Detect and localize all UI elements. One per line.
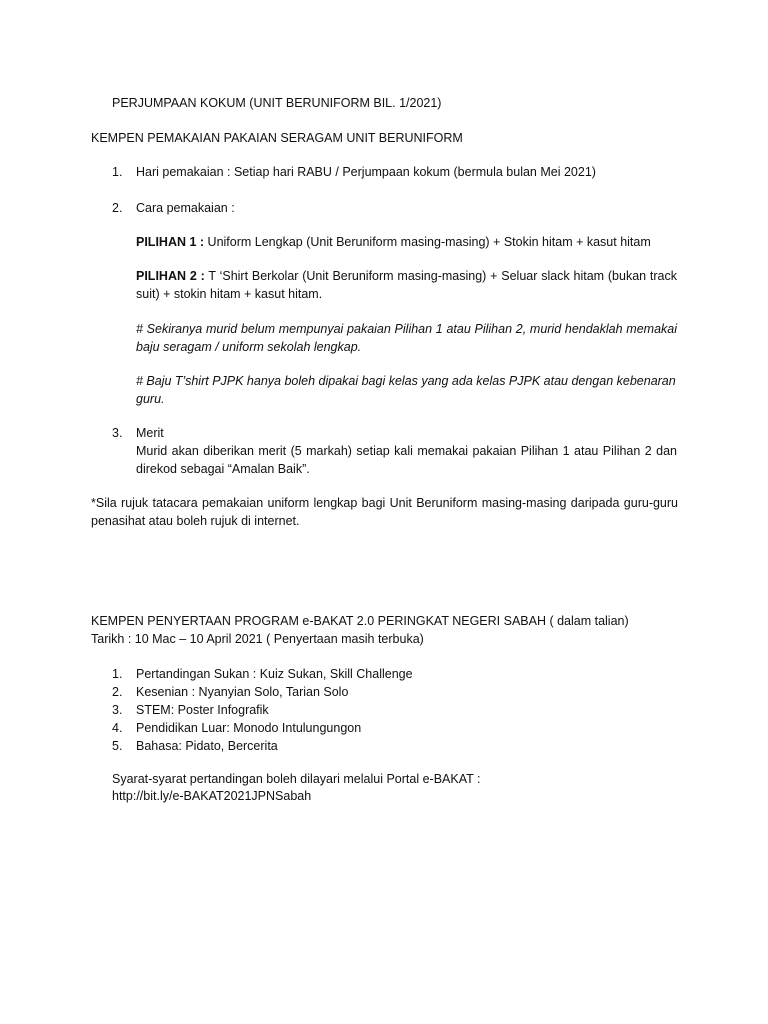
section1-subheading: KEMPEN PEMAKAIAN PAKAIAN SERAGAM UNIT BERUNIFORM <box>91 131 463 145</box>
section2-note: Syarat-syarat pertandingan boleh dilayari melalui Portal e-BAKAT : <box>112 772 481 786</box>
list-number: 3. <box>112 703 123 717</box>
list-item-text: Kesenian : Nyanyian Solo, Tarian Solo <box>136 685 349 699</box>
list-number: 4. <box>112 721 123 735</box>
list-item-text: Hari pemakaian : Setiap hari RABU / Perjumpaan kokum (bermula bulan Mei 2021) <box>136 165 596 179</box>
list-number: 5. <box>112 739 123 753</box>
pilihan-1-label: PILIHAN 1 : <box>136 235 205 249</box>
list-item-text: Cara pemakaian : <box>136 201 235 215</box>
merit-text: Murid akan diberikan merit (5 markah) setiap kali memakai pakaian Pilihan 1 atau Pilihan 2 dan direkod sebagai “Amalan Baik”. <box>136 444 677 476</box>
list-item-text: STEM: Poster Infografik <box>136 703 269 717</box>
list-number: 2. <box>112 201 123 215</box>
merit-title: Merit <box>136 426 164 440</box>
footnote: *Sila rujuk tatacara pemakaian uniform lengkap bagi Unit Beruniform masing-masing daripada guru-guru penasihat atau boleh rujuk di internet. <box>91 496 678 528</box>
list-item-text: Pendidikan Luar: Monodo Intulungungon <box>136 721 362 735</box>
section1-heading: PERJUMPAAN KOKUM (UNIT BERUNIFORM BIL. 1/2021) <box>112 96 442 110</box>
pilihan-2 <box>136 267 677 303</box>
note-2: # Baju T’shirt PJPK hanya boleh dipakai bagi kelas yang ada kelas PJPK atau dengan kebenaran guru. <box>136 374 676 406</box>
list-number: 3. <box>112 426 123 440</box>
section2-date: Tarikh : 10 Mac – 10 April 2021 ( Penyertaan masih terbuka) <box>91 632 424 646</box>
list-number: 2. <box>112 685 123 699</box>
pilihan-2-text: T ‘Shirt Berkolar (Unit Beruniform masing-masing) + Seluar slack hitam (bukan track suit) + stokin hitam + kasut hitam. <box>136 269 678 301</box>
list-item-text: Pertandingan Sukan : Kuiz Sukan, Skill Challenge <box>136 667 413 681</box>
list-item-text: Bahasa: Pidato, Bercerita <box>136 739 278 753</box>
note-1: # Sekiranya murid belum mempunyai pakaian Pilihan 1 atau Pilihan 2, murid hendaklah memakai baju seragam / uniform sekolah lengkap. <box>136 322 677 354</box>
list-number: 1. <box>112 165 123 179</box>
pilihan-1 <box>136 233 681 251</box>
pilihan-2-label: PILIHAN 2 : <box>136 269 205 283</box>
section2-heading: KEMPEN PENYERTAAN PROGRAM e-BAKAT 2.0 PERINGKAT NEGERI SABAH ( dalam talian) <box>91 614 629 628</box>
pilihan-1-text: Uniform Lengkap (Unit Beruniform masing-masing) + Stokin hitam + kasut hitam <box>204 235 651 249</box>
list-number: 1. <box>112 667 123 681</box>
portal-link[interactable]: http://bit.ly/e-BAKAT2021JPNSabah <box>112 789 312 803</box>
